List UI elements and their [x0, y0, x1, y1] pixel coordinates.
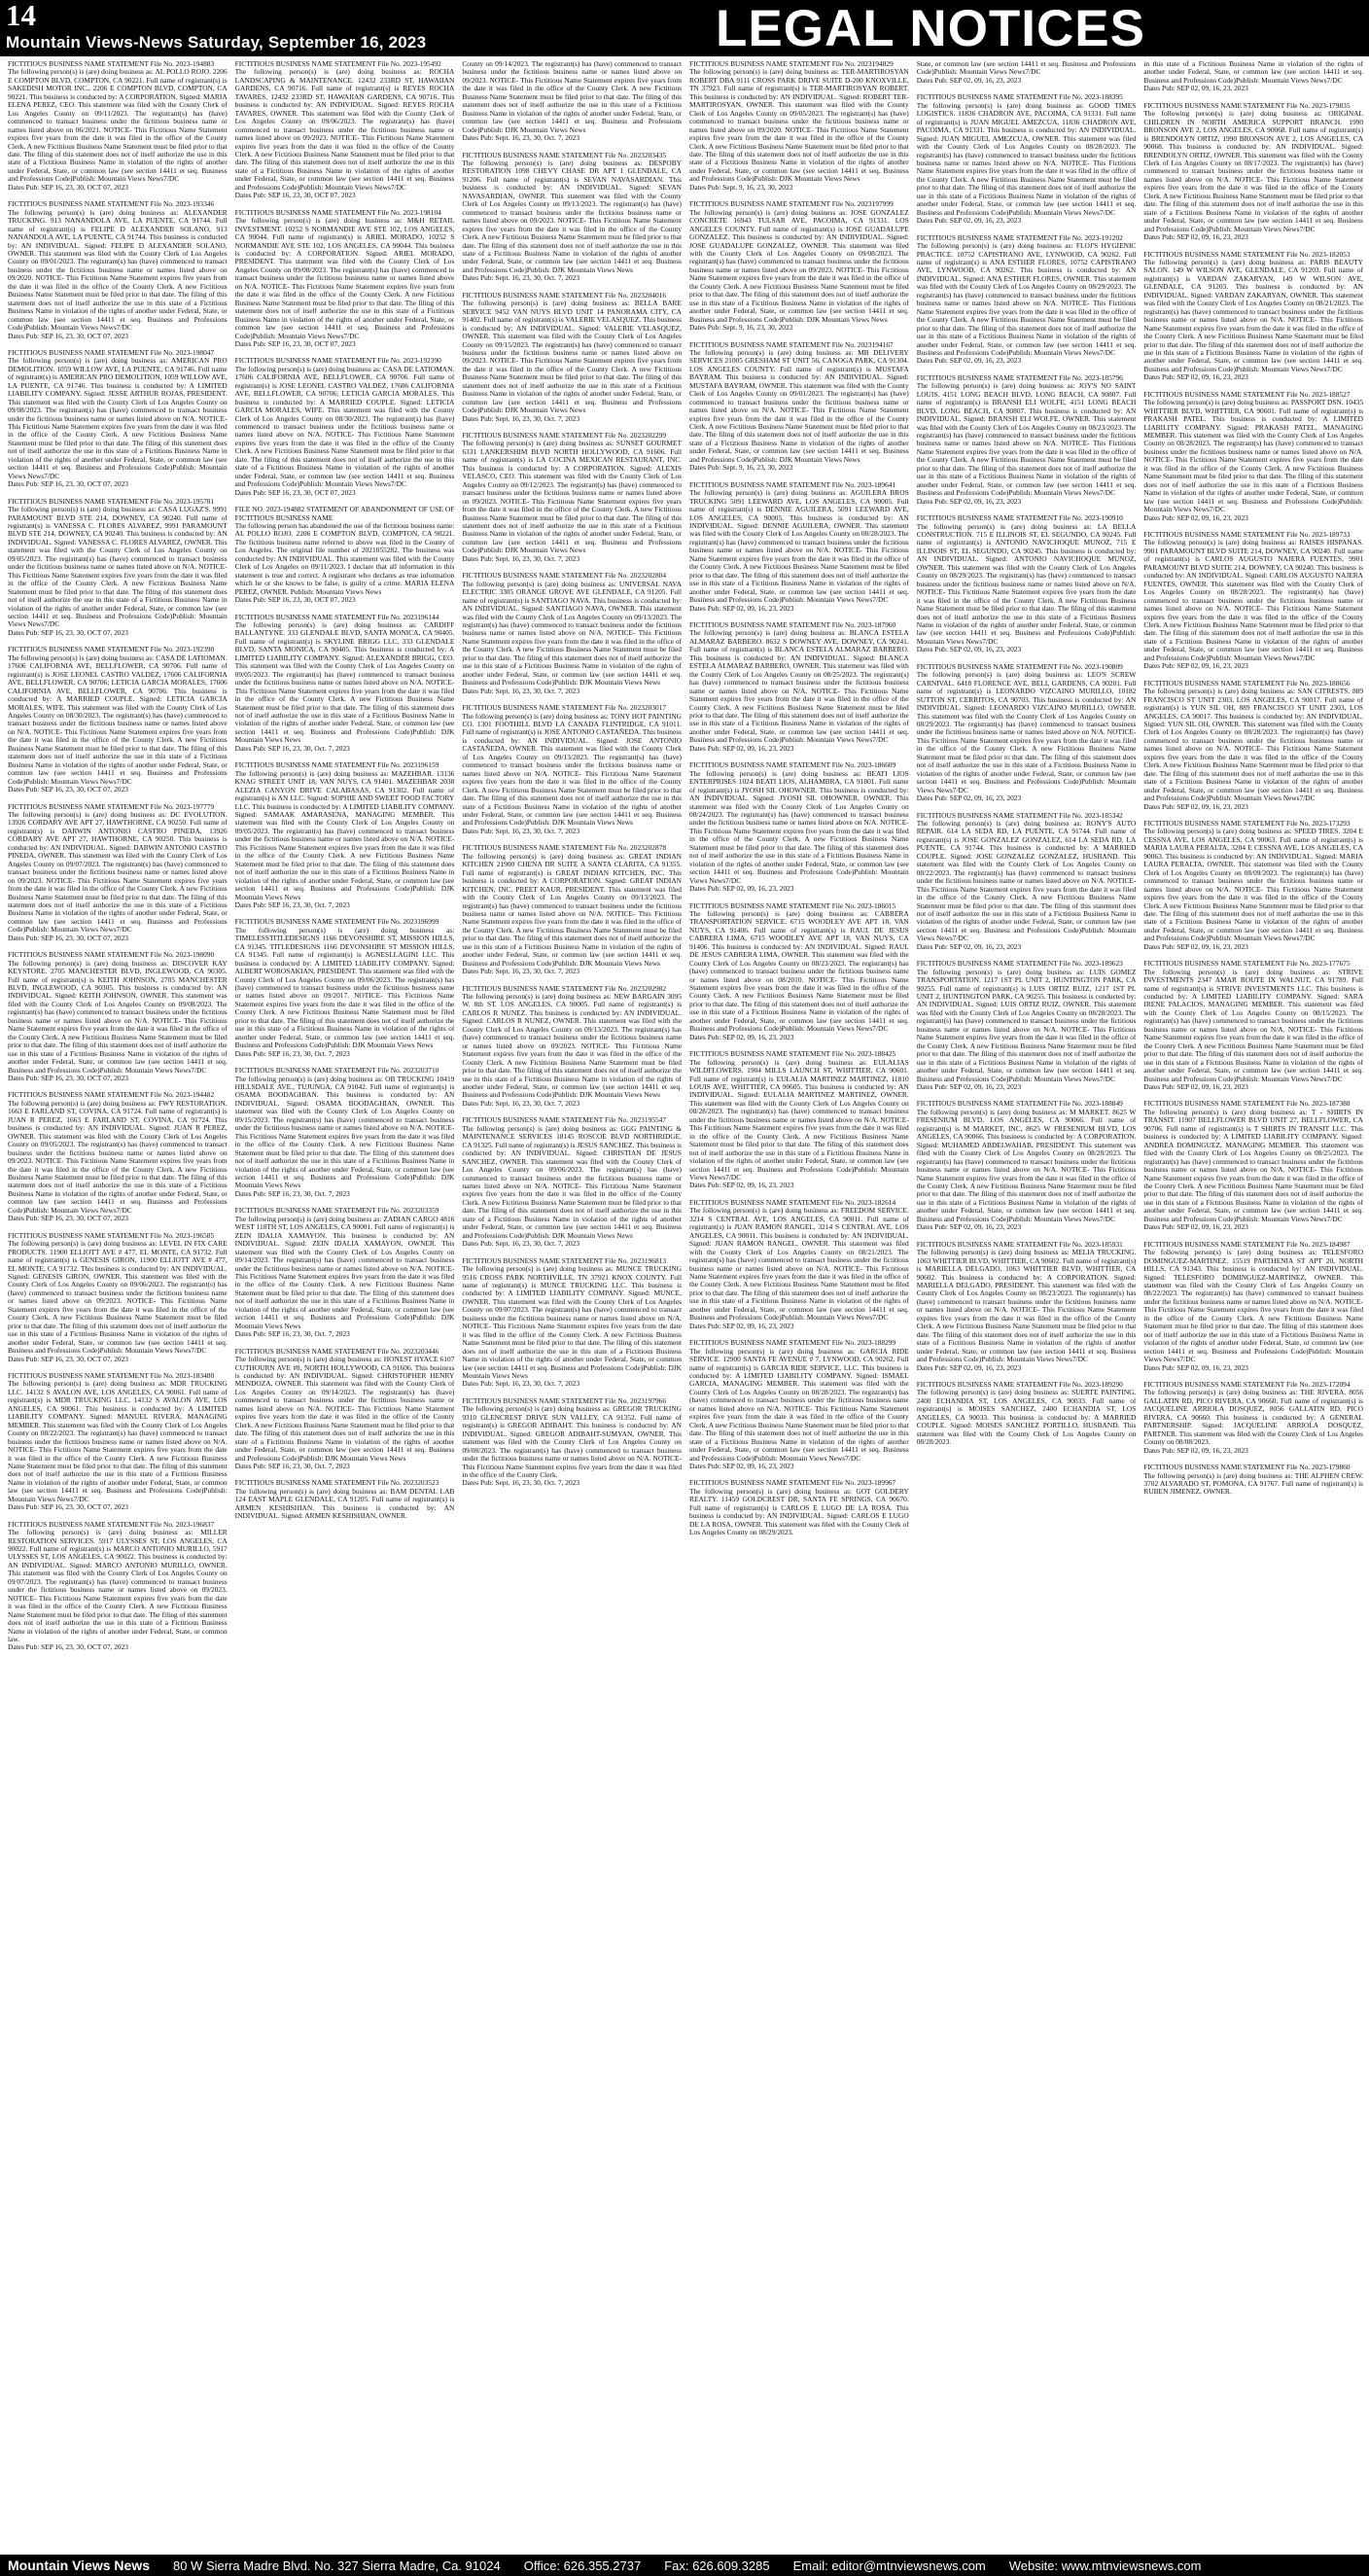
- legal-notice: [462, 704, 682, 835]
- notice-body: The following person(s) is (are) doing business as: SUERTE PAINTING. 2400 ECHANDIA ST, LOS ANGELES, CA 90033. Full name of registrant(s) is MOISES SANCHEZ, 2400 ECHANDIA ST, LOS ANGELES, CA 90033. This business is conducted by: A MARRIED COUPLE. Signed: MOISES SANCHEZ PORTILLO, HUSBAND. This statement was filed with the County Clerk of Los Angeles County on 08/28/2023.: [916, 1388, 1137, 1447]
- legal-notice: [235, 60, 455, 200]
- notice-body: The following person(s) is (are) doing business as: LA BELLA CONSTRUCTION. 715 E ILLINOIS ST, EL SEGUNDO, CA 90245. Full name of registrant(s) is ANTONIO NAVICHOQUE MUNOZ, 715 E ILLINOIS ST, EL SEGUNDO, CA 90245. This business is conducted by: AN INDIVIDUAL. Signed: ANTONIO NAVICHOQUE MUNOZ, OWNER. This statement was filed with the County Clerk of Los Angeles County on 08/29/2023. The registrant(s) has (have) commenced to transact business under the fictitious business name or names listed above on N/A. NOTICE- This Fictitious Name Statement expires five years from the date it was filed in the office of the County Clerk. A new Fictitious Business Name Statement must be filed prior to that date. The filing of this statement does not of itself authorize the use in this state of a Fictitious Business Name in violation of the rights of another under Federal, State, or common law (see section 14411 et seq. Business and Professions Code)Publish: Mountain Views News7/DC: [916, 521, 1137, 646]
- notice-heading: FICTITIOUS BUSINESS NAME STATEMENT File No. 2023-196585: [8, 1230, 215, 1240]
- notice-heading: FICTITIOUS BUSINESS NAME STATEMENT File No. 2023-187388: [1143, 1099, 1351, 1109]
- notice-dates: Dates Pub: SEP 02, 09, 16, 23, 2023: [916, 1222, 1022, 1232]
- notice-dates: Dates Pub: SEP 02, 09, 16, 23, 2023: [916, 496, 1022, 506]
- notice-dates: Dates Pub: Sept. 9, 16, 23, 30, 2023: [689, 323, 793, 333]
- notice-body: The following person(s) is (are) doing business as: M&H RETAIL INVESTMENT. 10252 S NORMANDIE AVE STE 102, LOS ANGELES, CA 90044. Full name of registrant(s) is ARIEL MORADO, 10252 S NORMANDIE AVE STE 102, LOS ANGELES, CA 90044. This business is conducted by: A CORPORATION. Signed: ARIEL MORADO, PRESIDENT. This statement was filed with the County Clerk of Los Angeles County on 09/08/2023. The registrant(s) has (have) commenced to transact business under the fictitious business name or names listed above on N/A. NOTICE- This Fictitious Name Statement expires five years from the date it was filed in the office of the County Clerk. A new Fictitious Business Name Statement must be filed prior to that date. The filing of this statement does not of itself authorize the use in this state of a Fictitious Business Name in violation of the rights of another under Federal, State, or common law (see section 14411 et seq. Business and Professions Code)Publish: Mountain Views News7/DC: [234, 216, 455, 340]
- notice-dates: Dates Pub: SEP 16, 23, 30, Oct. 7, 2023: [234, 1461, 350, 1470]
- notice-body: The following person(s) is (are) doing business as: BELLA BARE SERVICE 9452 VAN NUYS BLVD UNIT 14 PANORAMA CITY, CA 91402. Full name of registrant(s) is VALERIE VELASQUEZ. This business is conducted by: AN INDIVIDUAL. Signed: VALERIE VELASQUEZ, OWNER. This statement was filed with the County Clerk of Los Angeles County on 09/15/2023. The registrant(s) has (have) commenced to transact business under the fictitious business name or names listed above on 09/2023. NOTICE- This Fictitious Name Statement expires five years from the date it was filed in the office of the County Clerk. A new Fictitious Business Name Statement must be filed prior to that date. The filing of this statement does not of itself authorize the use in this state of a Fictitious Business Name in violation of the rights of another under Federal, State, or common law (see section 14411 et seq. Business and Professions Code)Publish: DJK Mountain Views News: [462, 299, 683, 415]
- notice-heading: FICTITIOUS BUSINESS NAME STATEMENT File No. 2023-189290: [916, 1379, 1123, 1389]
- notice-dates: Dates Pub: SEP 16, 23, 30, Oct. 7, 2023: [234, 1048, 350, 1058]
- notice-heading: FICTITIOUS BUSINESS NAME STATEMENT File No. 2023-188395: [916, 92, 1123, 102]
- legal-notice: [689, 621, 909, 753]
- legal-notice: [235, 506, 455, 604]
- notice-dates: Dates Pub: SEP 16, 23, 30, OCT 07, 2023: [8, 1502, 129, 1512]
- legal-notice: [8, 1521, 228, 1652]
- legal-notice: [1143, 391, 1363, 522]
- notice-body: The following person(s) is (are) doing business as: CASA DE LATIOMAN. 17606 CALIFORNIA AVE, BELLFLOWER, CA 90706. Full name of registrant(s) is JOSE LEONEL CASTRO VALDEZ, 17606 CALIFORNIA AVE, BELLFLOWER, CA 90706; LETICIA GARCIA MORALES, 17606 CALIFORNIA AVE, BELLFLOWER, CA 90706. This business is conducted by: A MARRIED COUPLE. Signed: LETICIA GARCIA MORALES, WIFE. This statement was filed with the County Clerk of Los Angeles County on 08/30/2023. The registrant(s) has (have) commenced to transact business under the fictitious business name or names listed above on N/A. NOTICE- This Fictitious Name Statement expires five years from the date it was filed in the office of the County Clerk. A new Fictitious Business Name Statement must be filed prior to that date. The filing of this statement does not of itself authorize the use in this state of a Fictitious Business Name in violation of the rights of another under Federal, State, or common law (see section 14411 et seq. Business and Professions Code)Publish: Mountain Views News7/DC: [8, 653, 228, 786]
- notice-dates: Dates Pub: Sept. 9, 16, 23, 30, 2023: [689, 463, 793, 473]
- section-title: LEGAL NOTICES: [716, 0, 1145, 57]
- legal-notice: [8, 1232, 228, 1363]
- notice-body: in this state of a Fictitious Business Name in violation of the rights of another under Federal, State, or common law (see section 14411 et seq. Business and Professions Code)Publish: Mountain Views News7/DC: [1143, 60, 1363, 85]
- notice-dates: Dates Pub: SEP 16, 23, 30, OCT 07, 2023: [8, 479, 129, 489]
- notice-column: [1143, 60, 1363, 2552]
- notice-dates: Dates Pub: SEP 16, 23, 30, OCT 07, 2023: [8, 933, 129, 942]
- notice-heading: FICTITIOUS BUSINESS NAME STATEMENT File No. 2023202804: [462, 571, 667, 581]
- notice-heading: FICTITIOUS BUSINESS NAME STATEMENT File No. 2023-190910: [916, 513, 1123, 523]
- notice-body: The following person(s) is (are) doing business as: PARIS BEAUTY SALON. 149 W WILSON AVE, GLENDALE, CA 91203. Full name of registrant(s) is VARDAN ZAKARYAN, 149 W WILSON AVE, GLENDALE, CA 91203. This business is conducted by: AN INDIVIDUAL. Signed: VARDAN ZAKARYAN, OWNER. This statement was filed with the County Clerk of Los Angeles County on 08/21/2023. The registrant(s) has (have) commenced to transact business under the fictitious business name or names listed above on N/A. NOTICE- This Fictitious Name Statement expires five years from the date it was filed in the office of the County Clerk. A new Fictitious Business Name Statement must be filed prior to that date. The filing of this statement does not of itself authorize the use in this state of a Fictitious Business Name in violation of the rights of another under Federal, State, or common law (see section 14411 et seq. Business and Professions Code)Publish: Mountain Views News7/DC: [1143, 257, 1363, 373]
- legal-notice: [462, 1397, 682, 1488]
- notice-body: The following person(s) is (are) doing business as: OB TRUCKING 10419 HILLSDALE AVE., TUJUNGA, CA 91042. Full name of registrant(s) is OSAMA BOODAGHIAN. This business is conducted by: AN INDIVIDUAL. Signed: OSAMA BOODAGHIAN, OWNER. This statement was filed with the County Clerk of Los Angeles County on 09/15/2023. The registrant(s) has (have) commenced to transact business under the fictitious business name or names listed above on N/A. NOTICE- This Fictitious Name Statement expires five years from the date it was filed in the office of the County Clerk. A new Fictitious Business Name Statement must be filed prior to that date. The filing of this statement does not of itself authorize the use in this state of a Fictitious Business Name in violation of the rights of another under Federal, State, or common law (see section 14411 et seq. Business and Professions Code)Publish: DJK Mountain Views News: [234, 1074, 455, 1190]
- legal-notice: [1143, 1464, 1363, 1497]
- legal-notice: [689, 200, 909, 332]
- notice-heading: FICTITIOUS BUSINESS NAME STATEMENT File No. 2023203710: [234, 1066, 439, 1076]
- notice-body: The following person(s) is (are) doing business as: LEO'S SCREW CARNIVAL. 6418 FLORENCE AVE, BELL GARDENS, CA 90201. Full name of registrant(s) is LEONARDO VIZCAINO MURILLO, 10182 SUTTON ST, CERRITOS, CA 90703. This business is conducted by: AN INDIVIDUAL. Signed: LEONARDO VIZCAINO MURILLO, OWNER. This statement was filed with the County Clerk of Los Angeles County on 08/29/2023. The registrant(s) has (have) commenced to transact business under the fictitious business name or names listed above on N/A. NOTICE- This Fictitious Name Statement expires five years from the date it was filed in the office of the County Clerk. A new Fictitious Business Name Statement must be filed prior to that date. The filing of this statement does not of itself authorize the use in this state of a Fictitious Business Name in violation of the rights of another under Federal, State, or common law (see section 14411 et seq. Business and Professions Code)Publish: Mountain Views News7/DC: [916, 670, 1137, 794]
- legal-notice: [8, 60, 228, 192]
- legal-notice: [462, 292, 682, 423]
- page-number: 14: [6, 0, 36, 32]
- notice-heading: FICTITIOUS BUSINESS NAME STATEMENT File No. 2023-188299: [689, 1338, 896, 1348]
- notice-body: The following person(s) is (are) doing business as: MILLER RESTORATION SERVICES. 5917 ULYSSES ST, LOS ANGELES, CA 90022. Full name of registrant(s) is MARCO ANTONIO MURILLO, 5917 ULYSSES ST, LOS ANGELES, CA 90022. This business is conducted by: AN INDIVIDUAL. Signed: MARCO ANTONIO MURILLO, OWNER. This statement was filed with the County Clerk of Los Angeles County on 09/07/2023. The registrant(s) has (have) commenced to transact business under the fictitious business name or names listed above on 09/2023. NOTICE- This Fictitious Name Statement expires five years from the date it was filed in the office of the County Clerk. A new Fictitious Business Name Statement must be filed prior to that date. The filing of this statement does not of itself authorize the use in this state of a Fictitious Business Name in violation of the rights of another under Federal, State, or common law.: [8, 1528, 228, 1644]
- legal-notice: [689, 481, 909, 613]
- notice-body: The following person(s) is (are) doing business as: SUNSET GOURMET 6331 LANKERSHIM BLVD NORTH HOLLYWOOD, CA 91606. Full name of registrant(s) is LA COCINA MEXICAN RESTAURANT, INC. This business is conducted by: A CORPORATION. Signed: ALEXIS VELASCO, CEO. This statement was filed with the County Clerk of Los Angeles County on 09/12/2023. The registrant(s) has (have) commenced to transact business under the fictitious business name or names listed above on 09/2023. NOTICE- This Fictitious Name Statement expires five years from the date it was filed in the office of the County Clerk. A new Fictitious Business Name Statement must be filed prior to that date. The filing of this statement does not of itself authorize the use in this state of a Fictitious Business Name in violation of the rights of another under Federal, State, or common law (see section 14411 et seq. Business and Professions Code)Publish: DJK Mountain Views News: [462, 439, 683, 555]
- notice-dates: Dates Pub: SEP 02, 09, 16, 23, 2023: [1143, 512, 1248, 522]
- notice-dates: Dates Pub: SEP 02, 09, 16, 23, 2023: [916, 645, 1022, 654]
- notice-dates: Dates Pub: Sept. 16, 23, 30, Oct. 7, 2023: [462, 826, 580, 835]
- notice-body: The following person(s) is (are) doing business as: DC EVOLUTION. 13926 CORDARY AVE APT 27, HAWTHORNE, CA 90250. Full name of registrant(s) is DARWIN ANTONIO CASTRO PINEDA, 13926 CORDARY AVE APT 27, HAWTHORNE, CA 90250. This business is conducted by: AN INDIVIDUAL. Signed: DARWIN ANTONIO CASTRO PINEDA, OWNER. This statement was filed with the County Clerk of Los Angeles County on 09/07/2023. The registrant(s) has (have) commenced to transact business under the fictitious business name or names listed above on 09/2023. NOTICE- This Fictitious Name Statement expires five years from the date it was filed in the office of the County Clerk. A new Fictitious Business Name Statement must be filed prior to that date. The filing of this statement does not of itself authorize the use in this state of a Fictitious Business Name in violation of the rights of another under Federal, State, or common law (see section 14411 et seq. Business and Professions Code)Publish: Mountain Views News7/DC: [8, 809, 228, 935]
- notice-dates: Dates Pub: SEP 02, 09, 16, 23, 2023: [1143, 661, 1248, 671]
- notice-dates: Dates Pub: SEP 02, 09, 16, 23, 2023: [689, 603, 794, 613]
- notice-body: The following person(s) is (are) doing business as: SAN CITRESTS. 889 FRANCISCO ST UNIT 2303, LOS ANGELES, CA 90017. Full name of registrant(s) is YUN SIL OH, 889 FRANCISCO ST UNIT 2303, LOS ANGELES, CA 90017. This business is conducted by: AN INDIVIDUAL. Signed: YUN SIL OH, OWNER. This statement was filed with the County Clerk of Los Angeles County on 08/28/2023. The registrant(s) has (have) commenced to transact business under the fictitious business name or names listed above on N/A. NOTICE- This Fictitious Name Statement expires five years from the date it was filed in the office of the County Clerk. A new Fictitious Business Name Statement must be filed prior to that date. The filing of this statement does not of itself authorize the use in this state of a Fictitious Business Name in violation of the rights of another under Federal, State, or common law (see section 14411 et seq. Business and Professions Code)Publish: Mountain Views News7/DC: [1143, 687, 1363, 803]
- notice-dates: Dates Pub: SEP 16, 23, 30, OCT 07, 2023: [8, 1354, 129, 1363]
- notice-dates: Dates Pub: Sept. 16, 23, 30, Oct. 7, 2023: [462, 686, 580, 695]
- notice-dates: Dates Pub: SEP 02, 09, 16, 23, 2023: [1143, 801, 1248, 811]
- notice-dates: Dates Pub: SEP 02, 09, 16, 23, 2023: [689, 884, 794, 894]
- notice-heading: FICTITIOUS BUSINESS NAME STATEMENT File No. 2023197966: [462, 1395, 667, 1405]
- notice-body: The following person(s) is (are) doing business as: STRIVE INVESTMENTS 2347 AMAR ROUTE IX WALNUT, CA 91789. Full name of registrant(s) is STRIVE INVESTMENTS LLC. This business is conducted by: A LIMITED LIABILITY COMPANY. Signed: SARA IRENE PALACIOS, MANAGING MEMBER. This statement was filed with the County Clerk of Los Angeles County on 08/15/2023. The registrant(s) has (have) commenced to transact business under the fictitious business name or names listed above on N/A. NOTICE- This Fictitious Name Statement expires five years from the date it was filed in the office of the County Clerk. A new Fictitious Business Name Statement must be filed prior to that date. The filing of this statement does not of itself authorize the use in this state of a Fictitious Business Name in violation of the rights of another under Federal, State, or common law (see section 14411 et seq. Business and Professions Code)Publish: Mountain Views News7/DC: [1143, 967, 1363, 1083]
- notice-heading: FICTITIOUS BUSINESS NAME STATEMENT File No. 2023-188527: [1143, 389, 1351, 399]
- notice-body: The following person(s) is (are) doing business as: ORIGINAL CHILDREN IN NORTH AMERICA SUPPORT BRANCH. 1990 BRONSON AVE 2, LOS ANGELES, CA 90068. Full name of registrant(s) is BRENDOLYN ORTIZ, 1990 BRONSON AVE 2, LOS ANGELES, CA 90068. This business is conducted by: AN INDIVIDUAL. Signed: BRENDOLYN ORTIZ, OWNER. This statement was filed with the County Clerk of Los Angeles County on 08/17/2023. The registrant(s) has (have) commenced to transact business under the fictitious business name or names listed above on N/A. NOTICE- This Fictitious Name Statement expires five years from the date it was filed in the office of the County Clerk. A new Fictitious Business Name Statement must be filed prior to that date. The filing of this statement does not of itself authorize the use in this state of a Fictitious Business Name in violation of the rights of another under Federal, State, or common law (see section 14411 et seq. Business and Professions Code)Publish: Mountain Views News7/DC: [1143, 109, 1363, 233]
- notice-body: County on 09/14/2023. The registrant(s) has (have) commenced to transact business under the fictitious business name or names listed above on 09/2023. NOTICE- This Fictitious Name Statement expires five years from the date it was filed in the office of the County Clerk. A new Fictitious Business Name Statement must be filed prior to that date. The filing of this statement does not of itself authorize the use in this state of a Fictitious Business Name in violation of the rights of another under Federal, State, or common law (see section 14411 et seq. Business and Professions Code)Publish: DJK Mountain Views News: [462, 60, 683, 134]
- notice-dates: Dates Pub: SEP 16, 23, 30, Oct. 7, 2023: [234, 1188, 350, 1198]
- legal-notice: [917, 1381, 1137, 1447]
- notice-heading: FICTITIOUS BUSINESS NAME STATEMENT File No. 2023-188849: [916, 1099, 1123, 1109]
- legal-notice: [689, 341, 909, 473]
- notice-dates: Dates Pub: SEP 02, 09, 16, 23, 2023: [689, 743, 794, 753]
- notice-heading: FICTITIOUS BUSINESS NAME STATEMENT File No. 2023-195492: [234, 60, 441, 68]
- notice-dates: Dates Pub: Sept. 16, 23, 30, Oct. 7, 2023: [462, 273, 580, 283]
- notice-heading: FICTITIOUS BUSINESS NAME STATEMENT File No. 2023-189967: [689, 1478, 896, 1488]
- notice-body: The following person(s) is (are) doing business as: TELESFORO DOMINGUEZ-MARTINEZ. 15519 PARTHENIA ST APT 20, NORTH HILLS, CA 91343. This business is conducted by: AN INDIVIDUAL. Signed: TELESFORO DOMINGUEZ-MARTINEZ, OWNER. This statement was filed with the County Clerk of Los Angeles County on 08/22/2023. The registrant(s) has (have) commenced to transact business under the fictitious business name or names listed above on N/A. NOTICE- This Fictitious Name Statement expires five years from the date it was filed in the office of the County Clerk. A new Fictitious Business Name Statement must be filed prior to that date. The filing of this statement does not of itself authorize the use in this state of a Fictitious Business Name in violation of the rights of another under Federal, State, or common law (see section 14411 et seq. Business and Professions Code)Publish: Mountain Views News7/DC: [1143, 1248, 1363, 1364]
- notice-body: The following person(s) is (are) doing business as: NEW BARGAIN 3095 W. 8th ST. LOS ANGELES, CA 90005. Full name of registrant(s) is CARLOS R NUNEZ. This business is conducted by: AN INDIVIDUAL. Signed: CARLOS R NUNEZ, OWNER. This statement was filed with the County Clerk of Los Angeles County on 09/13/2023. The registrant(s) has (have) commenced to transact business under the fictitious business name or names listed above on 09/2023. NOTICE- This Fictitious Name Statement expires five years from the date it was filed in the office of the County Clerk. A new Fictitious Business Name Statement must be filed prior to that date. The filing of this statement does not of itself authorize the use in this state of a Fictitious Business Name in violation of the rights of another under Federal, State, or common law (see section 14411 et seq. Business and Professions Code)Publish: DJK Mountain Views News: [462, 992, 683, 1100]
- notice-dates: Dates Pub: Sept. 16, 23, 30, Oct. 7, 2023: [462, 553, 580, 563]
- notice-heading: FICTITIOUS BUSINESS NAME STATEMENT File No. 2023202878: [462, 843, 667, 853]
- notice-body: The following person(s) is (are) doing business as: CASA DE LATIOMAN. 17606 CALIFORNIA AVE, BELLFLOWER, CA 90706. Full name of registrant(s) is JOSE LEONEL CASTRO VALDEZ, 17606 CALIFORNIA AVE, BELLFLOWER, CA 90706; LETICIA GARCIA MORALES. This business is conducted by: A MARRIED COUPLE. Signed: LETICIA GARCIA MORALES, WIFE. This statement was filed with the County Clerk of Los Angeles County on 08/30/2023. The registrant(s) has (have) commenced to transact business under the fictitious business name or names listed above on N/A. NOTICE- This Fictitious Name Statement expires five years from the date it was filed in the office of the County Clerk. A new Fictitious Business Name Statement must be filed prior to that date. The filing of this statement does not of itself authorize the use in this state of a Fictitious Business Name in violation of the rights of another under Federal, State, or common law (see section 14411 et seq. Business and Professions Code)Publish: Mountain Views News7/DC: [234, 364, 455, 489]
- footer-email[interactable]: Email: editor@mtnviewsnews.com: [792, 2558, 986, 2573]
- notice-heading: FICTITIOUS BUSINESS NAME STATEMENT File No. 2023-184987: [1143, 1239, 1351, 1249]
- notice-dates: Dates Pub: SEP 02, 09, 16, 23, 2023: [916, 356, 1022, 366]
- notice-body: The following person(s) is (are) doing business as: DESPOBY RESTORATION 1098 CHEVY CHASE DR APT 1 GLENDALE, CA 91206. Full name of registrant(s) is SEVAN NAVASARDIAN. This business is conducted by: AN INDIVIDUAL. Signed: SEVAN NAVASARDIAN, OWNER. This statement was filed with the County Clerk of Los Angeles County on 09/13/2023. The registrant(s) has (have) commenced to transact business under the fictitious business name or names listed above on 09/2023. NOTICE- This Fictitious Name Statement expires five years from the date it was filed in the office of the County Clerk. A new Fictitious Business Name Statement must be filed prior to that date. The filing of this statement does not of itself authorize the use in this state of a Fictitious Business Name in violation of the rights of another under Federal, State, or common law (see section 14411 et seq. Business and Professions Code)Publish: DJK Mountain Views News: [462, 158, 683, 274]
- notice-dates: Dates Pub: SEP 02, 09, 16, 23, 2023: [689, 1461, 794, 1470]
- legal-notice: [8, 349, 228, 489]
- notice-body: The following person(s) is (are) doing business as: M MARKET. 8625 W FRESENIUM BLVD, LOS ANGELES, CA 90066. Full name of registrant(s) is M MARKET, INC, 8625 W FRESENIUM BLVD, LOS ANGELES, CA 90066. This business is conducted by: A CORPORATION. Signed: MUHAMED ABDELWAHAB, PRESIDENT. This statement was filed with the County Clerk of Los Angeles County on 08/28/2023. The registrant(s) has (have) commenced to transact business under the fictitious business name or names listed above on N/A. NOTICE- This Fictitious Name Statement expires five years from the date it was filed in the office of the County Clerk. A new Fictitious Business Name Statement must be filed prior to that date. The filing of this statement does not of itself authorize the use in this state of a Fictitious Business Name in violation of the rights of another under Federal, State, or common law (see section 14411 et seq. Business and Professions Code)Publish: Mountain Views News7/DC: [916, 1107, 1137, 1223]
- notice-dates: Dates Pub: SEP 02, 09, 16, 23, 2023: [1143, 372, 1248, 382]
- legal-notice: [235, 1479, 455, 1520]
- notice-heading: FICTITIOUS BUSINESS NAME STATEMENT File No. 2023203359: [234, 1206, 439, 1216]
- notice-heading: FICTITIOUS BUSINESS NAME STATEMENT File No. 2023-198104: [234, 207, 441, 217]
- notice-heading: FICTITIOUS BUSINESS NAME STATEMENT File No. 2023-179835: [1143, 100, 1351, 110]
- legal-notice: [689, 1199, 909, 1330]
- notice-heading: FICTITIOUS BUSINESS NAME STATEMENT File No. 2023-188425: [689, 1049, 896, 1059]
- notice-body: The following person(s) is (are) doing business as: FREEDOM SERVICE. 3214 S CENTRAL AVE, LOS ANGELES, CA 90011. Full name of registrant(s) is JUAN RAMON RANGEL, 3214 S CENTRAL AVE, LOS ANGELES, CA 90011. This business is conducted by: AN INDIVIDUAL. Signed: JUAN RAMON RANGEL, OWNER. This statement was filed with the County Clerk of Los Angeles County on 08/21/2023. The registrant(s) has (have) commenced to transact business under the fictitious business name or names listed above on N/A. NOTICE- This Fictitious Name Statement expires five years from the date it was filed in the office of the County Clerk. A new Fictitious Business Name Statement must be filed prior to that date. The filing of this statement does not of itself authorize the use in this state of a Fictitious Business Name in violation of the rights of another under Federal, State, or common law (see section 14411 et seq. Business and Professions Code)Publish: Mountain Views News7/DC: [689, 1206, 909, 1323]
- legal-notice: [462, 432, 682, 563]
- notice-dates: Dates Pub: SEP 16, 23, 30, OCT 07, 2023: [8, 1642, 129, 1652]
- notice-heading: FICTITIOUS BUSINESS NAME STATEMENT File No. 2023-173293: [1143, 818, 1351, 828]
- notice-heading: FICTITIOUS BUSINESS NAME STATEMENT File No. 2023-192390: [234, 356, 441, 366]
- notice-heading: FICTITIOUS BUSINESS NAME STATEMENT File No. 2023-192390: [8, 645, 215, 654]
- notice-dates: Dates Pub: SEP 16, 23, 30, OCT 07, 2023: [8, 785, 129, 794]
- legal-notice: [917, 93, 1137, 225]
- notice-heading: FICTITIOUS BUSINESS NAME STATEMENT File No. 2023203446: [234, 1346, 439, 1356]
- legal-notice: [235, 357, 455, 497]
- notice-body: The following person(s) is (are) doing business as: JOY'S NO SAINT LOUIS. 4151 LONG BEACH BLVD, LONG BEACH, CA 90807. Full name of registrant(s) is BRANSH ELI WOLFE, 4151 LONG BEACH BLVD, LONG BEACH, CA 90807. This business is conducted by: AN INDIVIDUAL. Signed: BRANSH ELI WOLFE, OWNER. This statement was filed with the County Clerk of Los Angeles County on 08/23/2023. The registrant(s) has (have) commenced to transact business under the fictitious business name or names listed above on N/A. NOTICE- This Fictitious Name Statement expires five years from the date it was filed in the office of the County Clerk. A new Fictitious Business Name Statement must be filed prior to that date. The filing of this statement does not of itself authorize the use in this state of a Fictitious Business Name in violation of the rights of another under Federal, State, or common law (see section 14411 et seq. Business and Professions Code)Publish: Mountain Views News7/DC: [916, 381, 1137, 498]
- footer-address: 80 W Sierra Madre Blvd. No. 327 Sierra Madre, Ca. 91024: [173, 2558, 501, 2573]
- legal-notice: [462, 1116, 682, 1248]
- notice-heading: FICTITIOUS BUSINESS NAME STATEMENT File No. 2023-194883: [8, 60, 215, 68]
- notice-body: The following person(s) is (are) doing business as: GOOD TIMES LOGISTICS. 11836 CHADRON AVE, PACOIMA, CA 91331. Full name of registrant(s) is JUAN MIGUEL AMEZCUA, 11836 CHADRON AVE, PACOIMA, CA 91331. This business is conducted by: AN INDIVIDUAL. Signed: JUAN MIGUEL AMEZCUA, OWNER. This statement was filed with the County Clerk of Los Angeles County on 08/28/2023. The registrant(s) has (have) commenced to transact business under the fictitious business name or names listed above on N/A. NOTICE- This Fictitious Name Statement expires five years from the date it was filed in the office of the County Clerk. A new Fictitious Business Name Statement must be filed prior to that date. The filing of this statement does not of itself authorize the use in this state of a Fictitious Business Name in violation of the rights of another under Federal, State, or common law (see section 14411 et seq. Business and Professions Code)Publish: Mountain Views News7/DC: [916, 100, 1137, 217]
- notice-body: The following person(s) is (are) doing business as: CASA LUGAZ'S. 9991 PARAMOUNT BLVD STE 214, DOWNEY, CA 90240. Full name of registrant(s) is VANESSA C. FLORES ALVAREZ, 9991 PARAMOUNT BLVD STE 214, DOWNEY, CA 90240. This business is conducted by: AN INDIVIDUAL. Signed: VANESSA C. FLORES ALVAREZ, OWNER. This statement was filed with the County Clerk of Los Angeles County on 09/05/2023. The registrant(s) has (have) commenced to transact business under the fictitious business name or names listed above on N/A. NOTICE- This Fictitious Name Statement expires five years from the date it was filed in the office of the County Clerk. A new Fictitious Business Name Statement must be filed prior to that date. The filing of this statement does not of itself authorize the use in this state of a Fictitious Business Name in violation of the rights of another under Federal, State, or common law (see section 14411 et seq. Business and Professions Code)Publish: Mountain Views News7/DC: [8, 505, 228, 629]
- legal-notice: [1143, 680, 1363, 811]
- legal-notice: [689, 761, 909, 893]
- legal-notice: [1143, 1100, 1363, 1231]
- notice-body: The following person(s) is (are) doing business as: THE RIVERA. 8056 GALLATIN RD, PICO RIVERA, CA 90660. Full name of registrant(s) is JACQUELINE ARRIOLA DOSQUEZ, 8056 GALLATIN RD, PICO RIVERA, CA 90660. This business is conducted by: A GENERAL PARTNERSHIP. Signed: JACQUELINE ARRIOLA DOSQUEZ, PARTNER. This statement was filed with the County Clerk of Los Angeles County on 08/08/2023.: [1143, 1388, 1363, 1447]
- notice-heading: FICTITIOUS BUSINESS NAME STATEMENT File No. 2023-172094: [1143, 1379, 1351, 1389]
- notice-heading: FICTITIOUS BUSINESS NAME STATEMENT File No. 2023196159: [234, 760, 439, 770]
- notice-body: The following person(s) is (are) doing business as: BEATI LIOS ENTERPRISES 1024 BEATI LIOS, ALHAMBRA, CA 91801. Full name of registrant(s) is JYOSH SIL OHOWNER. This business is conducted by: AN INDIVIDUAL. Signed: JYOSH SIL OHOWNER, OWNER. This statement was filed with the County Clerk of Los Angeles County on 08/24/2023. The registrant(s) has (have) commenced to transact business under the fictitious business name or names listed above on N/A. NOTICE- This Fictitious Name Statement expires five years from the date it was filed in the office of the County Clerk. A new Fictitious Business Name Statement must be filed prior to that date. The filing of this statement does not of itself authorize the use in this state of a Fictitious Business Name in violation of the rights of another under Federal, State, or common law (see section 14411 et seq. Business and Professions Code)Publish: Mountain Views News7/DC: [689, 768, 909, 885]
- notice-column: [689, 60, 909, 2552]
- notice-heading: FICTITIOUS BUSINESS NAME STATEMENT File No. 2023-195781: [8, 496, 215, 506]
- notice-body: The following person(s) is (are) doing business as: T - SHIRTS IN TRANSIT. 11907 BELLFLOWER BLVD UNIT 27, BELLFLOWER, CA 90706. Full name of registrant(s) is T SHIRTS IN TRANSIT LLC. This business is conducted by: A LIMITED LIABILITY COMPANY. Signed: ANDREA DOMINGUEZ, MANAGING MEMBER. This statement was filed with the County Clerk of Los Angeles County on 08/25/2023. The registrant(s) has (have) commenced to transact business under the fictitious business name or names listed above on N/A. NOTICE- This Fictitious Name Statement expires five years from the date it was filed in the office of the County Clerk. A new Fictitious Business Name Statement must be filed prior to that date. The filing of this statement does not of itself authorize the use in this state of a Fictitious Business Name in violation of the rights of another under Federal, State, or common law (see section 14411 et seq. Business and Professions Code)Publish: Mountain Views News7/DC: [1143, 1107, 1363, 1223]
- footer-paper-name: Mountain Views News: [8, 2558, 150, 2573]
- notice-body: The following person(s) is (are) doing business as: TONY HOT PAINTING CO. 1301 FOOTHILL BLVD LA CANADA FLINTRIDGE, CA 91011. Full name of registrant(s) is JOSE ANTONIO CASTAÑEDA. This business is conducted by: AN INDIVIDUAL. Signed: JOSE ANTONIO CASTAÑEDA, OWNER. This statement was filed with the County Clerk of Los Angeles County on 09/13/2023. The registrant(s) has (have) commenced to transact business under the fictitious business name or names listed above on N/A. NOTICE- This Fictitious Name Statement expires five years from the date it was filed in the office of the County Clerk. A new Fictitious Business Name Statement must be filed prior to that date. The filing of this statement does not of itself authorize the use in this state of a Fictitious Business Name in violation of the rights of another under Federal, State, or common law (see section 14411 et seq. Business and Professions Code)Publish: DJK Mountain Views News: [462, 711, 683, 828]
- notice-body: The following person(s) is (are) doing business as: AGUILERA BROS TRUCKING 5091 LEEWARD AVE, LOS ANGELES, CA 90005. Full name of registrant(s) is DENNIE AGUILERA, 5091 LEEWARD AVE, LOS ANGELES, CA 90005. This business is conducted by: AN INDIVIDUAL. Signed: DENNIE AGUILERA, OWNER. This statement was filed with the County Clerk of Los Angeles County on 08/28/2023. The registrant(s) has (have) commenced to transact business under the fictitious business name or names listed above on N/A. NOTICE- This Fictitious Name Statement expires five years from the date it was filed in the office of the County Clerk. A new Fictitious Business Name Statement must be filed prior to that date. The filing of this statement does not of itself authorize the use in this state of a Fictitious Business Name in violation of the rights of another under Federal, State, or common law (see section 14411 et seq. Business and Professions Code)Publish: Mountain Views News7/DC: [689, 488, 909, 605]
- notice-heading: FICTITIOUS BUSINESS NAME STATEMENT File No. 2023-177675: [1143, 959, 1351, 969]
- notice-heading: FICTITIOUS BUSINESS NAME STATEMENT File No. 2023197999: [689, 199, 894, 209]
- legal-notice: [462, 844, 682, 975]
- notice-heading: FICTITIOUS BUSINESS NAME STATEMENT File No. 2023204016: [462, 290, 667, 300]
- legal-notice: [1143, 1241, 1363, 1372]
- notice-dates: Dates Pub: Sept. 16, 23, 30, Oct. 7, 2023: [462, 1478, 580, 1488]
- notice-heading: FICTITIOUS BUSINESS NAME STATEMENT File No. 2023-185931: [916, 1239, 1123, 1249]
- notice-dates: Dates Pub: SEP 16, 23, 30, Oct. 7, 2023: [234, 900, 350, 909]
- notice-heading: FICTITIOUS BUSINESS NAME STATEMENT File No. 2023-186015: [689, 900, 896, 910]
- notice-heading: FICTITIOUS BUSINESS NAME STATEMENT File No. 2023194829: [689, 60, 894, 68]
- notice-dates: Dates Pub: SEP 16, 23, 30, OCT 07, 2023: [8, 627, 129, 637]
- footer-website[interactable]: Website: www.mtnviewsnews.com: [1008, 2558, 1202, 2573]
- notice-column: [462, 60, 682, 2552]
- notice-dates: Dates Pub: SEP 02, 09, 16, 23, 2023: [1143, 1222, 1248, 1232]
- legal-notice: [917, 960, 1137, 1091]
- notice-body: The following person(s) is (are) doing business as: GGG PAINTING & MAINTENANCE SERVICES 18145 ROSCOE BLVD NORTHRIDGE, CA 91325. Full name of registrant(s) is JESUS SANCHEZ. This business is conducted by: AN INDIVIDUAL. Signed: CHRISTIAN DE JESUS SANCHEZ, OWNER. This statement was filed with the County Clerk of Los Angeles County on 09/06/2023. The registrant(s) has (have) commenced to transact business under the fictitious business name or names listed above on N/A. NOTICE- This Fictitious Name Statement expires five years from the date it was filed in the office of the County Clerk. A new Fictitious Business Name Statement must be filed prior to that date. The filing of this statement does not of itself authorize the use in this state of a Fictitious Business Name in violation of the rights of another under Federal, State, or common law (see section 14411 et seq. Business and Professions Code)Publish: DJK Mountain Views News: [462, 1123, 683, 1240]
- notice-column: [235, 60, 455, 2552]
- notice-body: The following person(s) is (are) doing business as: MAZEHBAR. 13136 KNAG STREET UNIT 18, VAN NUYS, CA 91401. MAZEHBAR 2038 ALEZIA CANYON DRIVE CALABASAS, CA 91302. Full name of registrant(s) is AN LLC. Signed: SOPHIE AND SWEET FOOD FACTORY LLC. This business is conducted by: A LIMITED LIABILITY COMPANY. Signed: SAMAAK AMARASENA, MANAGING MEMBER. This statement was filed with the County Clerk of Los Angeles County on 09/05/2023. The registrant(s) has (have) commenced to transact business under the fictitious business name or names listed above on N/A. NOTICE- This Fictitious Name Statement expires five years from the date it was filed in the office of the County Clerk. A new Fictitious Business Name Statement must be filed prior to that date. The filing of this statement does not of itself authorize the use in this state of a Fictitious Business Name in violation of the rights of another under Federal, State, or common law (see section 14411 et seq. Business and Professions Code)Publish: DJK Mountain Views News: [234, 768, 455, 901]
- legal-notice: [8, 646, 228, 794]
- legal-notice: [1143, 531, 1363, 671]
- legal-notice: [917, 60, 1137, 85]
- notice-body: The following person(s) is (are) doing business as: FLOJ'S HYGIENIC PRACTICE. 10752 CAPISTRANO AVE, LYNWOOD, CA 90262. Full name of registrant(s) is ANA ESTHER FLORES, 10752 CAPISTRANO AVE, LYNWOOD, CA 90262. This business is conducted by: AN INDIVIDUAL. Signed: ANA ESTHER FLORES, OWNER. This statement was filed with the County Clerk of Los Angeles County on 08/29/2023. The registrant(s) has (have) commenced to transact business under the fictitious business name or names listed above on N/A. NOTICE- This Fictitious Name Statement expires five years from the date it was filed in the office of the County Clerk. A new Fictitious Business Name Statement must be filed prior to that date. The filing of this statement does not of itself authorize the use in this state of a Fictitious Business Name in violation of the rights of another under Federal, State, or common law (see section 14411 et seq. Business and Professions Code)Publish: Mountain Views News7/DC: [916, 241, 1137, 357]
- notice-heading: FICTITIOUS BUSINESS NAME STATEMENT File No. 2023-185342: [916, 810, 1123, 820]
- notice-dates: Dates Pub: SEP 16, 23, 30, Oct. 7, 2023: [234, 743, 350, 753]
- notice-dates: Dates Pub: Sept. 16, 23, 30, Oct. 7, 2023: [462, 1379, 580, 1389]
- notice-body: The following person(s) is (are) doing business as: RAISES HISPANAS. 9901 PARAMOUNT BLVD SUITE 214, DOWNEY, CA 90240. Full name of registrant(s) is CARLOS AUGUSTO NAJERA FUENTES, 9901 PARAMOUNT BLVD SUITE 214, DOWNEY, CA 90240. This business is conducted by: AN INDIVIDUAL. Signed: CARLOS AUGUSTO NAJERA FUENTES, OWNER. This statement was filed with the County Clerk of Los Angeles County on 08/28/2023. The registrant(s) has (have) commenced to transact business under the fictitious business name or names listed above on N/A. NOTICE- This Fictitious Name Statement expires five years from the date it was filed in the office of the County Clerk. A new Fictitious Business Name Statement must be filed prior to that date. The filing of this statement does not of itself authorize the use in this state of a Fictitious Business Name in violation of the rights of another under Federal, State, or common law (see section 14411 et seq. Business and Professions Code)Publish: Mountain Views News7/DC: [1143, 538, 1363, 662]
- notice-heading: FICTITIOUS BUSINESS NAME STATEMENT File No. 2023-183480: [8, 1370, 215, 1380]
- notice-heading: FICTITIOUS BUSINESS NAME STATEMENT File No. 2023-185796: [916, 372, 1123, 382]
- legal-notice: [917, 514, 1137, 654]
- legal-notice: [1143, 60, 1363, 93]
- notice-dates: Dates Pub: SEP 16, 23, 30, OCT 07, 2023: [8, 331, 129, 340]
- notice-dates: Dates Pub: SEP 02, 09, 16, 23, 2023: [916, 794, 1022, 803]
- notice-heading: FICTITIOUS BUSINESS NAME STATEMENT File No. 2023196999: [234, 917, 439, 927]
- notice-dates: Dates Pub: Sept. 16, 23, 30, Oct. 7, 2023: [462, 1239, 580, 1249]
- notice-heading: FICTITIOUS BUSINESS NAME STATEMENT File No. 2023-194482: [8, 1090, 215, 1100]
- notice-heading: FICTITIOUS BUSINESS NAME STATEMENT File No. 2023203523: [234, 1478, 439, 1488]
- notice-body: The following person(s) is (are) doing business as: BLANCA ESTELA ALMARAZ BARBERO. 8632 S DOWNEY AVE, DOWNEY, CA 90241. Full name of registrant(s) is BLANCA ESTELA ALMARAZ BARBERO. This business is conducted by: AN INDIVIDUAL. Signed: BLANCA ESTELA ALMARAZ BARBERO, OWNER. This statement was filed with the County Clerk of Los Angeles County on 08/25/2023. The registrant(s) has (have) commenced to transact business under the fictitious business name or names listed above on N/A. NOTICE- This Fictitious Name Statement expires five years from the date it was filed in the office of the County Clerk. A new Fictitious Business Name Statement must be filed prior to that date. The filing of this statement does not of itself authorize the use in this state of a Fictitious Business Name in violation of the rights of another under Federal, State, or common law (see section 14411 et seq. Business and Professions Code)Publish: Mountain Views News7/DC: [689, 628, 909, 745]
- legal-notice: [235, 1207, 455, 1338]
- legal-notice: [235, 209, 455, 349]
- legal-notice: [1143, 820, 1363, 951]
- notice-body: The following person(s) is (are) doing business as: EULALIAS WILDFLOWERS. 1904 MILLS LAUNCH ST, WHITTIER, CA 90601. Full name of registrant(s) is EULALIA MARTINEZ MARTINEZ, 11810 LOUIS AVE, WHITTIER, CA 90605. This business is conducted by: AN INDIVIDUAL. Signed: EULALIA MARTINEZ MARTINEZ, OWNER. This statement was filed with the County Clerk of Los Angeles County on 08/28/2023. The registrant(s) has (have) commenced to transact business under the fictitious business name or names listed above on N/A. NOTICE- This Fictitious Name Statement expires five years from the date it was filed in the office of the County Clerk. A new Fictitious Business Name Statement must be filed prior to that date. The filing of this statement does not of itself authorize the use in this state of a Fictitious Business Name in violation of the rights of another under Federal, State, or common law (see section 14411 et seq. Business and Professions Code)Publish: Mountain Views News7/DC: [689, 1057, 909, 1182]
- legal-notice: [462, 60, 682, 143]
- notice-heading: FICTITIOUS BUSINESS NAME STATEMENT File No. 2023-198090: [8, 950, 215, 960]
- notice-heading: FICTITIOUS BUSINESS NAME STATEMENT File No. 2023-190809: [916, 661, 1123, 671]
- legal-notice: [1143, 960, 1363, 1091]
- notice-heading: FICTITIOUS BUSINESS NAME STATEMENT File No. 2023202299: [462, 431, 667, 441]
- notice-body: The following person(s) is (are) doing business as: TER-MARTIROSYAN ROBERT DBA 9111 CROSS PARK DRIVE SUITE D-200 KNOXVILLE, TN 37923. Full name of registrant(s) is TER-MARTIROSYAN ROBERT. This business is conducted by: AN INDIVIDUAL. Signed: ROBERT TER-MARTIROSYAN, OWNER. This statement was filed with the County Clerk of Los Angeles County on 09/05/2023. The registrant(s) has (have) commenced to transact business under the fictitious business name or names listed above on 09/2020. NOTICE- This Fictitious Name Statement expires five years from the date it was filed in the office of the County Clerk. A new Fictitious Business Name Statement must be filed prior to that date. The filing of this statement does not of itself authorize the use in this state of a Fictitious Business Name in violation of the rights of another under Federal, State, or common law (see section 14411 et seq. Business and Professions Code)Publish: DJK Mountain Views News: [689, 67, 909, 184]
- notice-body: The following person(s) is (are) doing business as: MUNCE TRUCKING 9516 CROSS PARK NORTHVILLE, TN 37921 KNOX COUNTY. Full name of registrant(s) is MUNCE TRUCKING LLC. This business is conducted by: A LIMITED LIABILITY COMPANY. Signed: MUNCE, OWNER. This statement was filed with the County Clerk of Los Angeles County on 09/07/2023. The registrant(s) has (have) commenced to transact business under the fictitious business name or names listed above on N/A. NOTICE- This Fictitious Name Statement expires five years from the date it was filed in the office of the County Clerk. A new Fictitious Business Name Statement must be filed prior to that date. The filing of this statement does not of itself authorize the use in this state of a Fictitious Business Name in violation of the rights of another under Federal, State, or common law (see section 14411 et seq. Business and Professions Code)Publish: DJK Mountain Views News: [462, 1264, 683, 1380]
- legal-notice: [235, 1348, 455, 1471]
- notice-body: The following person(s) is (are) doing business as: CABRERA TRANSPORTATION SERVICE. 6715 WOODLEY AVE APT 18, VAN NUYS, CA 91406. Full name of registrant(s) is RAUL DE JESUS CABRERA LIMA, 6715 WOODLEY AVE APT 18, VAN NUYS, CA 91406. This business is conducted by: AN INDIVIDUAL. Signed: RAUL DE JESUS CABRERA LIMA, OWNER. This statement was filed with the County Clerk of Los Angeles County on 08/23/2023. The registrant(s) has (have) commenced to transact business under the fictitious business name or names listed above on 08/2010. NOTICE- This Fictitious Name Statement expires five years from the date it was filed in the office of the County Clerk. A new Fictitious Business Name Statement must be filed prior to that date. The filing of this statement does not of itself authorize the use in this state of a Fictitious Business Name in violation of the rights of another under Federal, State, or common law (see section 14411 et seq. Business and Professions Code)Publish: Mountain Views News7/DC: [689, 908, 909, 1034]
- notice-body: The following person(s) is (are) doing business as: FWY RESTORATION. 1663 E FARLAND ST, COVINA, CA 91724. Full name of registrant(s) is JUAN R PEREZ, 1663 E FARLAND ST, COVINA, CA 91724. This business is conducted by: AN INDIVIDUAL. Signed: JUAN R PEREZ, OWNER. This statement was filed with the County Clerk of Los Angeles County on 09/05/2023. The registrant(s) has (have) commenced to transact business under the fictitious business name or names listed above on 09/2023. NOTICE- This Fictitious Name Statement expires five years from the date it was filed in the office of the County Clerk. A new Fictitious Business Name Statement must be filed prior to that date. The filing of this statement does not of itself authorize the use in this state of a Fictitious Business Name in violation of the rights of another under Federal, State, or common law (see section 14411 et seq. Business and Professions Code)Publish: Mountain Views News7/DC: [8, 1098, 228, 1215]
- legal-notice: [689, 60, 909, 192]
- notice-body: The following person(s) is (are) doing business as: HONEST HYACE 6107 CUTHOURN AVE #8, NORTH HOLLYWOOD, CA 91606. This business is conducted by: AN INDIVIDUAL. Signed: CHRISTOPHER HENRY MENDOZA, OWNER. This statement was filed with the County Clerk of Los Angeles County on 09/14/2023. The registrant(s) has (have) commenced to transact business under the fictitious business name or names listed above on N/A. NOTICE- This Fictitious Name Statement expires five years from the date it was filed in the office of the County Clerk. A new Fictitious Business Name Statement must be filed prior to that date. The filing of this statement does not of itself authorize the use in this state of a Fictitious Business Name in violation of the rights of another under Federal, State, or common law (see section 14411 et seq. Business and Professions Code)Publish: DJK Mountain Views News: [234, 1355, 455, 1463]
- notice-heading: FICTITIOUS BUSINESS NAME STATEMENT File No. 2023-187960: [689, 620, 896, 629]
- notice-body: The following person(s) is (are) doing business as: BAM DENTAL LAB 124 EAST MAPLE GLENDALE, CA 91205. Full name of registrant(s) is ARMEN KESHISHIAN. This business is conducted by: AN INDIVIDUAL. Signed: ARMEN KESHISHIAN, OWNER.: [234, 1486, 455, 1521]
- legal-notice: [235, 614, 455, 754]
- notice-body: The following person(s) is (are) doing business as: GREAT INDIAN KITCHEN 21900 CHENA DR SUITE A SANTA CLARITA, CA 91355. Full name of registrant(s) is GREAT INDIAN KITCHEN, INC. This business is conducted by: A CORPORATION. Signed: GREAT INDIAN KITCHEN, INC. PREET KAUR, PRESIDENT. This statement was filed with the County Clerk of Los Angeles County on 09/13/2023. The registrant(s) has (have) commenced to transact business under the fictitious business name or names listed above on N/A. NOTICE- This Fictitious Name Statement expires five years from the date it was filed in the office of the County Clerk. A new Fictitious Business Name Statement must be filed prior to that date. The filing of this statement does not of itself authorize the use in this state of a Fictitious Business Name in violation of the rights of another under Federal, State, or common law (see section 14411 et seq. Business and Professions Code)Publish: DJK Mountain Views News: [462, 851, 683, 968]
- notice-dates: Dates Pub: SEP 16, 23, 30, OCT 07, 2023: [234, 595, 356, 605]
- legal-notice: [8, 1372, 228, 1512]
- notice-heading: FICTITIOUS BUSINESS NAME STATEMENT File No. 2023-189733: [1143, 530, 1351, 540]
- legal-notice: [917, 374, 1137, 506]
- notice-heading: FILE NO. 2023-194882 STATEMENT OF ABANDONMENT OF USE OF FICTITIOUS BUSINESS NAME: [234, 505, 455, 522]
- notice-body: The following person(s) is (are) doing business as: ROCHA LANDSCAPING & MAINTENANCE. 12432 233RD ST, HAWAIIAN GARDENS, CA 90716. Full name of registrant(s) is REYES ROCHA TAVARES, 12432 233RD ST, HAWAIIAN GARDENS, CA 90716. This business is conducted by: AN INDIVIDUAL. Signed: REYES ROCHA TAVARES, OWNER. This statement was filed with the County Clerk of Los Angeles County on 09/06/2023. The registrant(s) has (have) commenced to transact business under the fictitious business name or names listed above on 09/2023. NOTICE- This Fictitious Name Statement expires five years from the date it was filed in the office of the County Clerk. A new Fictitious Business Name Statement must be filed prior to that date. The filing of this statement does not of itself authorize the use in this state of a Fictitious Business Name in violation of the rights of another under Federal, State, or common law (see section 14411 et seq. Business and Professions Code)Publish: Mountain Views News7/DC: [234, 67, 455, 192]
- notice-heading: FICTITIOUS BUSINESS NAME STATEMENT File No. 2023203017: [462, 703, 667, 713]
- notice-dates: Dates Pub: SEP 02, 09, 16, 23, 2023: [916, 75, 1022, 85]
- legal-notice: [689, 1050, 909, 1190]
- legal-notice: [462, 152, 682, 283]
- notice-heading: FICTITIOUS BUSINESS NAME STATEMENT File No. 2023196144: [234, 612, 439, 621]
- legal-notice: [235, 1067, 455, 1198]
- notice-dates: Dates Pub: SEP 02, 09, 16, 23, 2023: [689, 1032, 794, 1041]
- legal-notice: [689, 902, 909, 1042]
- page-header: [0, 0, 1369, 56]
- notice-dates: Dates Pub: SEP 16, 23, 30, OCT 07, 2023: [8, 1074, 129, 1083]
- notice-heading: FICTITIOUS BUSINESS NAME STATEMENT File No. 2023-182053: [1143, 249, 1351, 259]
- notice-body: The following person(s) is (are) doing business as: PASSPORT DSN. 10435 WHITTIER BLVD, WHITTIER, CA 90601. Full name of registrant(s) is PRAKASH PATEL. This business is conducted by: A LIMITED LIABILITY COMPANY. Signed: PRAKASH PATEL, MANAGING MEMBER. This statement was filed with the County Clerk of Los Angeles County on 08/28/2023. The registrant(s) has (have) commenced to transact business under the fictitious business name or names listed above on N/A. NOTICE- This Fictitious Name Statement expires five years from the date it was filed in the office of the County Clerk. A new Fictitious Business Name Statement must be filed prior to that date. The filing of this statement does not of itself authorize the use in this state of a Fictitious Business Name in violation of the rights of another under Federal, State, or common law (see section 14411 et seq. Business and Professions Code)Publish: Mountain Views News7/DC: [1143, 398, 1363, 514]
- notice-dates: Dates Pub: Sept. 16, 23, 30, Oct. 7, 2023: [462, 967, 580, 976]
- notice-dates: Dates Pub: SEP 16, 23, 30, Oct. 7, 2023: [234, 1329, 350, 1339]
- notice-body: The following person(s) is (are) doing business as: AL POLLO ROJO. 2206 E COMPTON BLVD, COMPTON, CA 90221. Full name of registrant(s) is SAKEDISH MOTOR INC., 2206 E COMPTON BLVD, COMPTON, CA 90221. This business is conducted by: A CORPORATION. Signed: MARIA ELENA PEREZ, CEO. This statement was filed with the County Clerk of Los Angeles County on 09/11/2023. The registrant(s) has (have) commenced to transact business under the fictitious business name or names listed above on 06/2021. NOTICE- This Fictitious Name Statement expires five years from the date it was filed in the office of the County Clerk. A new Fictitious Business Name Statement must be filed prior to that date. The filing of this statement does not of itself authorize the use in this state of a Fictitious Business Name in violation of the rights of another under Federal, State, or common law (see section 14411 et seq. Business and Professions Code)Publish: Mountain Views News7/DC: [8, 67, 228, 184]
- notice-heading: FICTITIOUS BUSINESS NAME STATEMENT File No. 2023-188656: [1143, 678, 1351, 688]
- notice-columns: [8, 60, 1363, 2552]
- legal-notice: [1143, 102, 1363, 242]
- notice-body: The following person(s) is (are) doing business as: RONY'S AUTO REPAIR. 614 LA SEDA RD, LA PUENTE, CA 91744. Full name of registrant(s) is JOSE GONZALEZ GONZALEZ, 614 LA SEDA RD, LA PUENTE, CA 91744. This business is conducted by: A MARRIED COUPLE. Signed: JOSE GONZALEZ GONZALEZ, HUSBAND. This statement was filed with the County Clerk of Los Angeles County on 08/22/2023. The registrant(s) has (have) commenced to transact business under the fictitious business name or names listed above on N/A. NOTICE- This Fictitious Name Statement expires five years from the date it was filed in the office of the County Clerk. A new Fictitious Business Name Statement must be filed prior to that date. The filing of this statement does not of itself authorize the use in this state of a Fictitious Business Name in violation of the rights of another under Federal, State, or common law (see section 14411 et seq. Business and Professions Code)Publish: Mountain Views News7/DC: [916, 818, 1137, 943]
- notice-dates: Dates Pub: SEP 02, 09, 16, 23, 2023: [689, 1181, 794, 1190]
- notice-dates: Dates Pub: SEP 02, 09, 16, 23, 2023: [1143, 1082, 1248, 1092]
- page-footer: [0, 2555, 1369, 2576]
- notice-body: The following person(s) is (are) doing business as: MELIA TRUCKING. 1063 WHITTIER BLVD, WHITTIER, CA 90602. Full name of registrant(s) is MARIELLA DELGADO, 1063 WHITTIER BLVD, WHITTIER, CA 90602. This business is conducted by: A CORPORATION. Signed: MARIELLA DELGADO, PRESIDENT. This statement was filed with the County Clerk of Los Angeles County on 08/23/2023. The registrant(s) has (have) commenced to transact business under the fictitious business name or names listed above on N/A. NOTICE- This Fictitious Name Statement expires five years from the date it was filed in the office of the County Clerk. A new Fictitious Business Name Statement must be filed prior to that date. The filing of this statement does not of itself authorize the use in this state of a Fictitious Business Name in violation of the rights of another under Federal, State, or common law (see section 14411 et seq. Business and Professions Code)Publish: Mountain Views News7/DC: [916, 1248, 1137, 1364]
- notice-dates: Dates Pub: SEP 02, 09, 16, 23, 2023: [1143, 84, 1248, 93]
- notice-body: The following person(s) is (are) doing business as: ALEXANDER TRUCKING. 913 NANANDOLA AVE, LA PUENTE, CA 91744. Full name of registrant(s) is FELIPE D ALEXANDER SOLANO, 913 NANANDOLA AVE, LA PUENTE, CA 91744. This business is conducted by: AN INDIVIDUAL. Signed: FELIPE D ALEXANDER SOLANO, OWNER. This statement was filed with the County Clerk of Los Angeles County on 09/01/2023. The registrant(s) has (have) commenced to transact business under the fictitious business name or names listed above on 09/2020. NOTICE- This Fictitious Name Statement expires five years from the date it was filed in the office of the County Clerk. A new Fictitious Business Name Statement must be filed prior to that date. The filing of this statement does not of itself authorize the use in this state of a Fictitious Business Name in violation of the rights of another under Federal, State, or common law (see section 14411 et seq. Business and Professions Code)Publish: Mountain Views News7/DC: [8, 207, 228, 333]
- notice-body: The following person(s) is (are) doing business as: DISCOVER KAY KEYSTORE. 2705 MANCHESTER BLVD, INGLEWOOD, CA 90305. Full name of registrant(s) is KEITH JOHNSON, 2705 MANCHESTER BLVD, INGLEWOOD, CA 90305. This business is conducted by: AN INDIVIDUAL. Signed: KEITH JOHNSON, OWNER. This statement was filed with the County Clerk of Los Angeles County on 09/08/2023. The registrant(s) has (have) commenced to transact business under the fictitious business name or names listed above on N/A. NOTICE- This Fictitious Name Statement expires five years from the date it was filed in the office of the County Clerk. A new Fictitious Business Name Statement must be filed prior to that date. The filing of this statement does not of itself authorize the use in this state of a Fictitious Business Name in violation of the rights of another under Federal, State, or common law (see section 14411 et seq. Business and Professions Code)Publish: Mountain Views News7/DC: [8, 958, 228, 1075]
- notice-heading: FICTITIOUS BUSINESS NAME STATEMENT File No. 2023-193346: [8, 199, 215, 209]
- legal-notice: [917, 663, 1137, 803]
- notice-heading: FICTITIOUS BUSINESS NAME STATEMENT File No. 2023-189623: [916, 959, 1123, 969]
- notice-body: The following person(s) is (are) doing business as: GARCIA RIDE SERVICE. 12900 SANTA FE AVENUE # 7, LYNWOOD, CA 90262. Full name of registrant(s) is GARCIA RIDE SERVICE, LLC. This business is conducted by: A LIMITED LIABILITY COMPANY. Signed: ISMAEL GARCIA, MANAGING MEMBER. This statement was filed with the County Clerk of Los Angeles County on 08/28/2023. The registrant(s) has (have) commenced to transact business under the fictitious business name or names listed above on N/A. NOTICE- This Fictitious Name Statement expires five years from the date it was filed in the office of the County Clerk. A new Fictitious Business Name Statement must be filed prior to that date. The filing of this statement does not of itself authorize the use in this state of a Fictitious Business Name in violation of the rights of another under Federal, State, or common law (see section 14411 et seq. Business and Professions Code)Publish: Mountain Views News7/DC: [689, 1346, 909, 1463]
- notice-dates: Dates Pub: SEP 16, 23, 30, OCT 07, 2023: [234, 191, 356, 200]
- footer-fax: Fax: 626.609.3285: [664, 2558, 770, 2573]
- notice-dates: Dates Pub: SEP 02, 09, 16, 23, 2023: [916, 216, 1022, 226]
- notice-body: The following person(s) is (are) doing business as: MB DELIVERY SERVICES 21005 GRESHAM ST UNIT 56, CANOGA PARK, CA 91304. LOS ANGELES COUNTY. Full name of registrant(s) is MUSTAFA BAYRAM. This business is conducted by: AN INDIVIDUAL. Signed: MUSTAFA BAYRAM, OWNER. This statement was filed with the County Clerk of Los Angeles County on 09/01/2023. The registrant(s) has (have) commenced to transact business under the fictitious business name or names listed above on N/A. NOTICE- This Fictitious Name Statement expires five years from the date it was filed in the office of the County Clerk. A new Fictitious Business Name Statement must be filed prior to that date. The filing of this statement does not of itself authorize the use in this state of a Fictitious Business Name in violation of the rights of another under Federal, State, or common law (see section 14411 et seq. Business and Professions Code)Publish: DJK Mountain Views News: [689, 347, 909, 464]
- notice-body: The following person(s) is (are) doing business as: LEVEL IN FIX CARE PRODUCTS. 11900 ELLIOTT AVE # 477, EL MONTE, CA 91732. Full name of registrant(s) is GENESIS GIRON, 11900 ELLIOTT AVE # 477, EL MONTE, CA 91732. This business is conducted by: AN INDIVIDUAL. Signed: GENESIS GIRON, OWNER. This statement was filed with the County Clerk of Los Angeles County on 09/06/2023. The registrant(s) has (have) commenced to transact business under the fictitious business name or names listed above on 09/2023. NOTICE- This Fictitious Name Statement expires five years from the date it was filed in the office of the County Clerk. A new Fictitious Business Name Statement must be filed prior to that date. The filing of this statement does not of itself authorize the use in this state of a Fictitious Business Name in violation of the rights of another under Federal, State, or common law (see section 14411 et seq. Business and Professions Code)Publish: Mountain Views News7/DC: [8, 1239, 228, 1356]
- legal-notice: [8, 1091, 228, 1222]
- legal-notice: [462, 985, 682, 1109]
- notice-dates: Dates Pub: SEP 02, 09, 16, 23, 2023: [916, 1082, 1022, 1092]
- footer-office: Office: 626.355.2737: [523, 2558, 642, 2573]
- notice-heading: FICTITIOUS BUSINESS NAME STATEMENT File No. 2023-197779: [8, 801, 215, 811]
- notice-heading: FICTITIOUS BUSINESS NAME STATEMENT File No. 2023194167: [689, 339, 894, 349]
- legal-notice: [1143, 1381, 1363, 1455]
- notice-body: The following person(s) is (are) doing business as: GREGOR TRUCKING 9310 GLENCREST DRIVE SUN VALLEY, CA 91352. Full name of registrant(s) is GREGOR ADIBAHT. This business is conducted by: AN INDIVIDUAL. Signed: GREGOR ADIBAHT-SUMYAN, OWNER. This statement was filed with the County Clerk of Los Angeles County on 09/08/2023. The registrant(s) has (have) commenced to transact business under the fictitious business name or names listed above on N/A. NOTICE- This Fictitious Name Statement expires five years from the date it was filed in the office of the County Clerk.: [462, 1404, 683, 1479]
- notice-body: The following person(s) is (are) doing business as: MDR TRUCKING LLC. 14132 S AVALON AVE, LOS ANGELES, CA 90061. Full name of registrant(s) is MDR TRUCKING LLC, 14132 S AVALON AVE, LOS ANGELES, CA 90061. This business is conducted by: A LIMITED LIABILITY COMPANY. Signed: MANUEL RIVERA, MANAGING MEMBER. This statement was filed with the County Clerk of Los Angeles County on 08/22/2023. The registrant(s) has (have) commenced to transact business under the fictitious business name or names listed above on N/A. NOTICE- This Fictitious Name Statement expires five years from the date it was filed in the office of the County Clerk. A new Fictitious Business Name Statement must be filed prior to that date. The filing of this statement does not of itself authorize the use in this state of a Fictitious Business Name in violation of the rights of another under Federal, State, or common law (see section 14411 et seq. Business and Professions Code)Publish: Mountain Views News7/DC: [8, 1379, 228, 1503]
- notice-heading: FICTITIOUS BUSINESS NAME STATEMENT File No. 2023-182614: [689, 1197, 896, 1207]
- notice-heading: FICTITIOUS BUSINESS NAME STATEMENT File No. 2023-191202: [916, 232, 1123, 242]
- notice-dates: Dates Pub: SEP 02, 09, 16, 23, 2023: [689, 1321, 794, 1330]
- legal-notice: [917, 812, 1137, 952]
- legal-notice: [689, 1339, 909, 1470]
- notice-dates: Dates Pub: Sept. 16, 23, 30, Oct. 7, 2023: [462, 1098, 580, 1108]
- legal-notice: [235, 918, 455, 1058]
- notice-dates: Dates Pub: Sept. 16, 23, 30, Oct. 7, 2023: [462, 413, 580, 423]
- notice-heading: FICTITIOUS BUSINESS NAME STATEMENT File No. 2023-198047: [8, 347, 215, 357]
- notice-dates: Dates Pub: SEP 02, 09, 16, 23, 2023: [916, 1362, 1022, 1372]
- notice-dates: Dates Pub: SEP 16, 23, 30, OCT 07, 2023: [8, 182, 129, 192]
- notice-body: The following person(s) is (are) doing business as: ZADIAN CARGO 4816 WEST 118TH ST, LOS ANGELES, CA 90001. Full name of registrant(s) is ZEIN IDALIA XAMAYON. This business is conducted by: AN INDIVIDUAL. Signed: ZEIN IDALIA XAMAYON, OWNER. This statement was filed with the County Clerk of Los Angeles County on 09/14/2023. The registrant(s) has (have) commenced to transact business under the fictitious business name or names listed above on N/A. NOTICE- This Fictitious Name Statement expires five years from the date it was filed in the office of the County Clerk. A new Fictitious Business Name Statement must be filed prior to that date. The filing of this statement does not of itself authorize the use in this state of a Fictitious Business Name in violation of the rights of another under Federal, State, or common law (see section 14411 et seq. Business and Professions Code)Publish: DJK Mountain Views News: [234, 1214, 455, 1330]
- notice-body: The following person(s) is (are) doing business as: UNIVERSAL NAVA ELECTRIC 3305 ORANGE GROVE AVE GLENDALE, CA 91205. Full name of registrant(s) is SANTIAGO NAVA. This business is conducted by: AN INDIVIDUAL. Signed: SANTIAGO NAVA, OWNER. This statement was filed with the County Clerk of Los Angeles County on 09/13/2023. The registrant(s) has (have) commenced to transact business under the fictitious business name or names listed above on N/A. NOTICE- This Fictitious Name Statement expires five years from the date it was filed in the office of the County Clerk. A new Fictitious Business Name Statement must be filed prior to that date. The filing of this statement does not of itself authorize the use in this state of a Fictitious Business Name in violation of the rights of another under Federal, State, or common law (see section 14411 et seq. Business and Professions Code)Publish: DJK Mountain Views News: [462, 579, 683, 688]
- notice-dates: Dates Pub: SEP 02, 09, 16, 23, 2023: [1143, 1362, 1248, 1372]
- notice-body: The following person(s) is (are) doing business as: THE ALPHEN CREW. 3702 ALVARADO ST, POMONA, CA 91767. Full name of registrant(s) is RUBEN JIMENEZ, OWNER.: [1143, 1470, 1363, 1497]
- notice-heading: FICTITIOUS BUSINESS NAME STATEMENT File No. 2023203435: [462, 150, 667, 159]
- legal-notice: [8, 200, 228, 340]
- legal-notice: [689, 1479, 909, 1536]
- notice-heading: FICTITIOUS BUSINESS NAME STATEMENT File No. 2023-186609: [689, 760, 896, 770]
- notice-heading: FICTITIOUS BUSINESS NAME STATEMENT File No. 2023-189641: [689, 479, 896, 489]
- legal-notice: [235, 761, 455, 909]
- notice-dates: Dates Pub: SEP 02, 09, 16, 23, 2023: [1143, 1445, 1248, 1455]
- notice-body: The following person(s) is (are) doing business as: LUIS GOMEZ TRANSPORTATION. 1217 1ST PL UNIT 2, HUNTINGTON PARK, CA 90255. Full name of registrant(s) is LUIS ORTIZ RUIZ, 1217 1ST PL UNIT 2, HUNTINGTON PARK, CA 90255. This business is conducted by: AN INDIVIDUAL. Signed: LUIS ORTIZ RUIZ, OWNER. This statement was filed with the County Clerk of Los Angeles County on 08/28/2023. The registrant(s) has (have) commenced to transact business under the fictitious business name or names listed above on N/A. NOTICE- This Fictitious Name Statement expires five years from the date it was filed in the office of the County Clerk. A new Fictitious Business Name Statement must be filed prior to that date. The filing of this statement does not of itself authorize the use in this state of a Fictitious Business Name in violation of the rights of another under Federal, State, or common law (see section 14411 et seq. Business and Professions Code)Publish: Mountain Views News7/DC: [916, 967, 1137, 1083]
- notice-dates: Dates Pub: Sept. 9, 16, 23, 30, 2023: [689, 182, 793, 192]
- notice-body: The following person(s) is (are) doing business as: TIMELESSTITLEDESIGNS 1166 DEVONSHIRE ST, MISSION HILLS, CA 91345. TITLEDESIGNS 1166 DEVONSHIRE ST MISSION HILLS, CA 91345. Full name of registrant(s) is AGNESLLAGINI LLC. This business is conducted by: A LIMITED LIABILITY COMPANY. Signed: ALBERT WOROSAKIAN, PRESIDENT. This statement was filed with the County Clerk of Los Angeles County on 09/06/2023. The registrant(s) has (have) commenced to transact business under the fictitious business name or names listed above on 09/2017. NOTICE- This Fictitious Name Statement expires five years from the date it was filed in the office of the County Clerk. A new Fictitious Business Name Statement must be filed prior to that date. The filing of this statement does not of itself authorize the use in this state of a Fictitious Business Name in violation of the rights of another under Federal, State, or common law (see section 14411 et seq. Business and Professions Code)Publish: DJK Mountain Views News: [234, 925, 455, 1050]
- notice-body: The following person(s) is (are) doing business as: CARDIFF BALLANTYNE. 333 GLENDALE BLVD, SANTA MONICA, CA 90405. Full name of registrant(s) is SKYLINE BRIGG LLC, 333 GLENDALE BLVD, SANTA MONICA, CA 90405. This business is conducted by: A LIMITED LIABILITY COMPANY. Signed: ALEXANDER BRIGG, CEO. This statement was filed with the County Clerk of Los Angeles County on 09/05/2023. The registrant(s) has (have) commenced to transact business under the fictitious business name or names listed above on N/A. NOTICE- This Fictitious Name Statement expires five years from the date it was filed in the office of the County Clerk. A new Fictitious Business Name Statement must be filed prior to that date. The filing of this statement does not of itself authorize the use in this state of a Fictitious Business Name in violation of the rights of another under Federal, State, or common law (see section 14411 et seq. Business and Professions Code)Publish: DJK Mountain Views News: [234, 620, 455, 745]
- notice-dates: Dates Pub: Sept. 16, 23, 30, Oct. 7, 2023: [462, 133, 580, 143]
- notice-body: The following person(s) is (are) doing business as: JOSE GONZALEZ CONCRETE 16943 TULSAR AVE, PACOIMA, CA 91331. LOS ANGELES COUNTY. Full name of registrant(s) is JOSE GUADALUPE GONZALEZ. This business is conducted by: AN INDIVIDUAL. Signed: JOSE GUADALUPE GONZALEZ, OWNER. This statement was filed with the County Clerk of Los Angeles County on 09/08/2023. The registrant(s) has (have) commenced to transact business under the fictitious business name or names listed above on 09/2023. NOTICE- This Fictitious Name Statement expires five years from the date it was filed in the office of the County Clerk. A new Fictitious Business Name Statement must be filed prior to that date. The filing of this statement does not of itself authorize the use in this state of a Fictitious Business Name in violation of the rights of another under Federal, State, or common law (see section 14411 et seq. Business and Professions Code)Publish: DJK Mountain Views News: [689, 207, 909, 324]
- notice-dates: Dates Pub: SEP 16, 23, 30, OCT 07, 2023: [234, 487, 356, 497]
- legal-notice: [917, 1100, 1137, 1231]
- notice-column: [8, 60, 228, 2552]
- legal-notice: [917, 234, 1137, 366]
- legal-notice: [8, 803, 228, 943]
- notice-body: The following person has abandoned the use of the fictitious business name: AL POLLO ROJO. 2206 E COMPTON BLVD, COMPTON, CA 90221. The fictitious business name referred to above was filed in the County of Los Angeles. The original file number of 2021055282. The business was conducted by: AN INDIVIDUAL. This statement was filed with the County Clerk of Los Angeles on 09/11/2023. I declare that all information in this statement is true and correct. A registrant who declares as true information which he or she knows to be false, is guilty of a crime. MARIA ELENA PEREZ, OWNER. Publish: Mountain Views News: [234, 521, 455, 596]
- legal-notice: [917, 1241, 1137, 1372]
- notice-column: [917, 60, 1137, 2552]
- notice-dates: Dates Pub: SEP 16, 23, 30, OCT 07, 2023: [234, 338, 356, 348]
- notice-body: The following person(s) is (are) doing business as: SPEED TIRES. 3204 E CESSNA AVE, LOS ANGELES, CA 90063. Full name of registrant(s) is MARIA LAURA PERALTA, 3204 E CESSNA AVE, LOS ANGELES, CA 90063. This business is conducted by: AN INDIVIDUAL. Signed: MARIA LAURA PERALTA, OWNER. This statement was filed with the County Clerk of Los Angeles County on 08/09/2023. The registrant(s) has (have) commenced to transact business under the fictitious business name or names listed above on N/A. NOTICE- This Fictitious Name Statement expires five years from the date it was filed in the office of the County Clerk. A new Fictitious Business Name Statement must be filed prior to that date. The filing of this statement does not of itself authorize the use in this state of a Fictitious Business Name in violation of the rights of another under Federal, State, or common law (see section 14411 et seq. Business and Professions Code)Publish: Mountain Views News7/DC: [1143, 827, 1363, 943]
- notice-heading: FICTITIOUS BUSINESS NAME STATEMENT File No. 2023196813: [462, 1255, 667, 1265]
- legal-notice: [462, 1257, 682, 1389]
- legal-notice: [462, 572, 682, 695]
- notice-dates: Dates Pub: SEP 02, 09, 16, 23, 2023: [1143, 941, 1248, 951]
- notice-dates: Dates Pub: SEP 16, 23, 30, OCT 07, 2023: [8, 1214, 129, 1223]
- notice-heading: FICTITIOUS BUSINESS NAME STATEMENT File No. 2023202982: [462, 983, 667, 993]
- notice-dates: Dates Pub: SEP 02, 09, 16, 23, 2023: [1143, 232, 1248, 242]
- notice-dates: Dates Pub: SEP 02, 09, 16, 23, 2023: [916, 941, 1022, 951]
- legal-notice: [8, 498, 228, 638]
- notice-body: The following person(s) is (are) doing business as: GOT GOLDERY REALTY. 11459 GOLDCREST DR, SANTA FE SPRINGS, CA 90670. Full name of registrant(s) is CARLOS E LUGO DE LA ROSA. This business is conducted by: AN INDIVIDUAL. Signed: CARLOS E LUGO DE LA ROSA, OWNER. This statement was filed with the County Clerk of Los Angeles County on 08/29/2023.: [689, 1486, 909, 1537]
- masthead: Mountain Views-News Saturday, September 16, 2023: [6, 33, 427, 52]
- legal-notice: [8, 951, 228, 1082]
- legal-notice: [1143, 251, 1363, 382]
- notice-heading: FICTITIOUS BUSINESS NAME STATEMENT File No. 2023-179860: [1143, 1463, 1351, 1472]
- notice-heading: FICTITIOUS BUSINESS NAME STATEMENT File No. 2023195547: [462, 1115, 667, 1125]
- notice-heading: FICTITIOUS BUSINESS NAME STATEMENT File No. 2023-196837: [8, 1519, 215, 1529]
- notice-body: The following person(s) is (are) doing business as: AMERICAN PRO DEMOLITION. 1059 WILLOW AVE, LA PUENTE, CA 91746. Full name of registrant(s) is AMERICAN PRO DEMOLITION, 1059 WILLOW AVE, LA PUENTE, CA 91746. This business is conducted by: A LIMITED LIABILITY COMPANY. Signed: JESSE ARTHUR ROJAS, PRESIDENT. This statement was filed with the County Clerk of Los Angeles County on 09/08/2023. The registrant(s) has (have) commenced to transact business under the fictitious business name or names listed above on N/A. NOTICE- This Fictitious Name Statement expires five years from the date it was filed in the office of the County Clerk. A new Fictitious Business Name Statement must be filed prior to that date. The filing of this statement does not of itself authorize the use in this state of a Fictitious Business Name in violation of the rights of another under Federal, State, or common law (see section 14411 et seq. Business and Professions Code)Publish: Mountain Views News7/DC: [8, 356, 228, 480]
- notice-body: State, or common law (see section 14411 et seq. Business and Professions Code)Publish: Mountain Views News7/DC: [916, 60, 1137, 77]
